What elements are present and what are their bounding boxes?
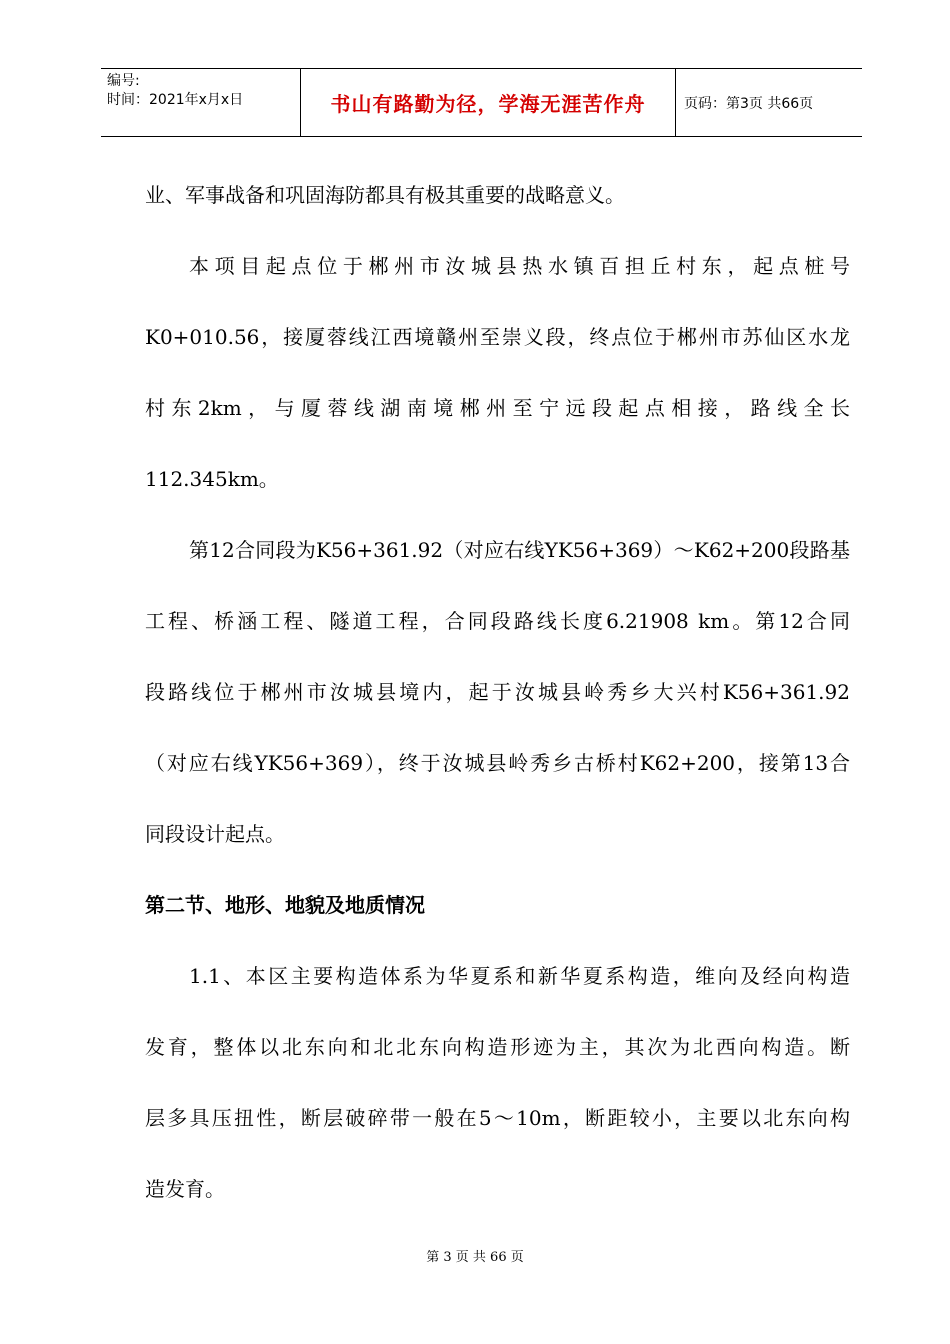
header-page-code: 页码：第3页 共66页 bbox=[684, 95, 814, 112]
page-footer: 第 3 页 共 66 页 bbox=[426, 1250, 524, 1265]
body-line: 发育，整体以北东向和北北东向构造形迹为主，其次为北西向构造。断 bbox=[145, 1035, 850, 1059]
body-line: 第12合同段为K56+361.92（对应右线YK56+369）～K62+200段路基 bbox=[189, 538, 850, 562]
body-line: 112.345km。 bbox=[145, 467, 279, 491]
header-meta bbox=[101, 69, 301, 136]
body-line: 业、军事战备和巩固海防都具有极其重要的战略意义。 bbox=[145, 183, 625, 207]
body-line: 造发育。 bbox=[145, 1177, 225, 1201]
body-line: 同段设计起点。 bbox=[145, 822, 285, 846]
body-line: 村东2km，与厦蓉线湖南境郴州至宁远段起点相接，路线全长 bbox=[145, 396, 850, 420]
section-heading: 第二节、地形、地貌及地质情况 bbox=[145, 893, 425, 917]
body-line: K0+010.56，接厦蓉线江西境赣州至崇义段，终点位于郴州市苏仙区水龙 bbox=[145, 325, 850, 349]
page-header bbox=[101, 68, 862, 137]
body-line: 本项目起点位于郴州市汝城县热水镇百担丘村东，起点桩号 bbox=[189, 254, 850, 278]
document-body bbox=[145, 160, 850, 1225]
body-line: （对应右线YK56+369），终于汝城县岭秀乡古桥村K62+200，接第13合 bbox=[145, 751, 850, 775]
header-motto: 书山有路勤为径，学海无涯苦作舟 bbox=[301, 69, 676, 136]
body-line: 1.1、本区主要构造体系为华夏系和新华夏系构造，维向及经向构造 bbox=[189, 964, 850, 988]
body-line: 层多具压扭性，断层破碎带一般在5～10m，断距较小，主要以北东向构 bbox=[145, 1106, 850, 1130]
number-label: 编号: bbox=[107, 73, 140, 89]
time-label: 时间：2021年x月x日 bbox=[107, 92, 244, 108]
body-line: 工程、桥涵工程、隧道工程，合同段路线长度6.21908 km。第12合同 bbox=[145, 609, 850, 633]
body-line: 段路线位于郴州市汝城县境内，起于汝城县岭秀乡大兴村K56+361.92 bbox=[145, 680, 850, 704]
